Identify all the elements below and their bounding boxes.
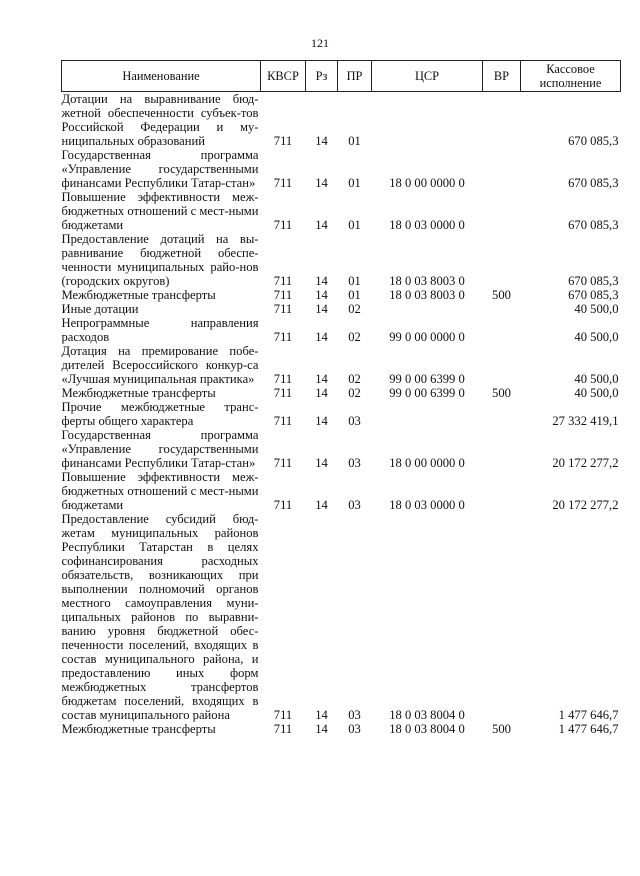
header-name: Наименование	[62, 61, 261, 92]
cell-pr: 02	[348, 372, 361, 386]
cell-rz: 14	[315, 302, 328, 316]
header-kassovoe-ispolnenie: Кассовое исполнение	[521, 61, 621, 92]
cell-vr	[483, 92, 521, 149]
cell-name: Предоставление субсидий бюд-жетам муниципальных районов Республики Татарстан в целях софинансирования расходных обязательств, возникающих при выполнении полномочий органов местного самоуправления муни-ципальных районов по выравни-ванию уровня бюджетной обес-печенности поселений, входящих в состав муниципального района, и предоставлению иных форм межбюджетных трансфертов бюджетам поселений, входящих в состав муниципального района	[61, 512, 259, 722]
table-row	[62, 344, 621, 386]
cell-csr	[372, 302, 483, 316]
cell-vr	[483, 302, 521, 316]
cell-vr: 500	[492, 288, 511, 302]
cell-name: Дотации на выравнивание бюд-жетной обеспеченности субъек-тов Российской Федерации и му-ниципальных образований	[61, 92, 259, 148]
cell-name: Непрограммные направления расходов	[61, 316, 259, 344]
cell-name: Иные дотации	[61, 302, 139, 316]
cell-pr: 01	[348, 134, 361, 148]
cell-pr: 01	[348, 218, 361, 232]
table-row	[62, 92, 621, 149]
table-row	[62, 302, 621, 316]
cell-rz: 14	[315, 218, 328, 232]
cell-csr: 18 0 00 0000 0	[389, 176, 465, 190]
cell-pr: 02	[348, 302, 361, 316]
page-number: 121	[311, 36, 329, 50]
cell-pr: 01	[348, 274, 361, 288]
cell-kvsr: 711	[273, 372, 293, 386]
cell-rz: 14	[315, 372, 328, 386]
header-pr: ПР	[338, 61, 372, 92]
cell-kas: 1 477 646,7	[558, 722, 619, 736]
cell-csr	[372, 400, 483, 428]
cell-name: Дотация на премирование побе-дителей Всероссийского конкур-са «Лучшая муниципальная практика»	[61, 344, 259, 386]
table-row	[62, 232, 621, 288]
cell-csr: 18 0 03 0000 0	[389, 498, 465, 512]
header-vr: ВР	[483, 61, 521, 92]
cell-kvsr: 711	[273, 708, 293, 722]
cell-pr: 02	[348, 386, 361, 400]
cell-csr: 18 0 03 8003 0	[389, 288, 465, 302]
cell-csr: 18 0 03 8003 0	[389, 274, 465, 288]
cell-rz: 14	[315, 330, 328, 344]
cell-name: Межбюджетные трансферты	[61, 288, 216, 302]
cell-pr: 01	[348, 176, 361, 190]
cell-kvsr: 711	[273, 218, 293, 232]
table-row	[62, 288, 621, 302]
cell-csr: 18 0 03 8004 0	[389, 722, 465, 736]
table-row	[62, 470, 621, 512]
cell-vr	[483, 190, 521, 232]
cell-kas: 20 172 277,2	[552, 456, 619, 470]
table-row	[62, 722, 621, 736]
cell-vr	[483, 148, 521, 190]
cell-vr	[483, 232, 521, 288]
table-row	[62, 316, 621, 344]
cell-csr: 18 0 03 8004 0	[389, 708, 465, 722]
cell-rz: 14	[315, 498, 328, 512]
budget-execution-table	[61, 60, 621, 736]
cell-kas: 1 477 646,7	[558, 708, 619, 722]
cell-vr	[483, 344, 521, 386]
cell-rz: 14	[315, 414, 328, 428]
cell-name: Предоставление дотаций на вы-равнивание бюджетной обеспе-ченности муниципальных райо-нов (городских округов)	[61, 232, 259, 288]
cell-pr: 03	[348, 708, 361, 722]
cell-csr: 99 0 00 6399 0	[389, 372, 465, 386]
cell-kvsr: 711	[273, 456, 293, 470]
cell-kas: 20 172 277,2	[552, 498, 619, 512]
cell-rz: 14	[315, 288, 328, 302]
cell-kas: 40 500,0	[574, 372, 619, 386]
cell-csr: 99 0 00 6399 0	[389, 386, 465, 400]
cell-rz: 14	[315, 274, 328, 288]
cell-kas: 670 085,3	[568, 288, 619, 302]
cell-csr	[372, 92, 483, 149]
cell-vr	[483, 316, 521, 344]
cell-pr: 03	[348, 414, 361, 428]
cell-pr: 03	[348, 498, 361, 512]
cell-csr: 18 0 00 0000 0	[389, 456, 465, 470]
cell-vr	[483, 428, 521, 470]
cell-rz: 14	[315, 134, 328, 148]
cell-name: Государственная программа «Управление государственными финансами Республики Татар-стан»	[61, 428, 259, 470]
cell-kas: 40 500,0	[574, 302, 619, 316]
cell-vr	[483, 512, 521, 722]
cell-kas: 670 085,3	[568, 274, 619, 288]
cell-name: Государственная программа «Управление государственными финансами Республики Татар-стан»	[61, 148, 259, 190]
cell-pr: 03	[348, 456, 361, 470]
cell-kas: 670 085,3	[568, 134, 619, 148]
cell-name: Повышение эффективности меж-бюджетных отношений с мест-ными бюджетами	[61, 470, 259, 512]
cell-rz: 14	[315, 176, 328, 190]
cell-kvsr: 711	[273, 134, 293, 148]
cell-name: Межбюджетные трансферты	[61, 722, 216, 736]
cell-kvsr: 711	[273, 274, 293, 288]
cell-pr: 02	[348, 330, 361, 344]
cell-kvsr: 711	[273, 722, 293, 736]
cell-rz: 14	[315, 722, 328, 736]
cell-name: Прочие межбюджетные транс-ферты общего характера	[61, 400, 259, 428]
header-csr: ЦСР	[372, 61, 483, 92]
table-row	[62, 148, 621, 190]
cell-kvsr: 711	[273, 288, 293, 302]
table-header	[62, 61, 621, 92]
table-row	[62, 386, 621, 400]
cell-rz: 14	[315, 456, 328, 470]
table-row	[62, 428, 621, 470]
cell-csr: 18 0 03 0000 0	[389, 218, 465, 232]
cell-kvsr: 711	[273, 330, 293, 344]
cell-name: Межбюджетные трансферты	[61, 386, 216, 400]
cell-kas: 40 500,0	[574, 330, 619, 344]
cell-kas: 40 500,0	[574, 386, 619, 400]
table-row	[62, 190, 621, 232]
cell-kvsr: 711	[273, 498, 293, 512]
table-row	[62, 512, 621, 722]
cell-kas: 670 085,3	[568, 218, 619, 232]
table-body	[62, 92, 621, 737]
cell-rz: 14	[315, 708, 328, 722]
cell-rz: 14	[315, 386, 328, 400]
cell-pr: 01	[348, 288, 361, 302]
cell-kvsr: 711	[273, 386, 293, 400]
cell-kvsr: 711	[273, 176, 293, 190]
cell-kvsr: 711	[273, 302, 293, 316]
cell-kas: 670 085,3	[568, 176, 619, 190]
cell-vr: 500	[492, 722, 511, 736]
cell-kas: 27 332 419,1	[552, 414, 619, 428]
cell-name: Повышение эффективности меж-бюджетных отношений с мест-ными бюджетами	[61, 190, 259, 232]
header-rz: Рз	[306, 61, 338, 92]
cell-kvsr: 711	[273, 414, 293, 428]
cell-csr: 99 0 00 0000 0	[389, 330, 465, 344]
cell-vr	[483, 400, 521, 428]
cell-pr: 03	[348, 722, 361, 736]
cell-vr	[483, 470, 521, 512]
cell-vr: 500	[492, 386, 511, 400]
header-kvsr: КВСР	[261, 61, 306, 92]
table-row	[62, 400, 621, 428]
